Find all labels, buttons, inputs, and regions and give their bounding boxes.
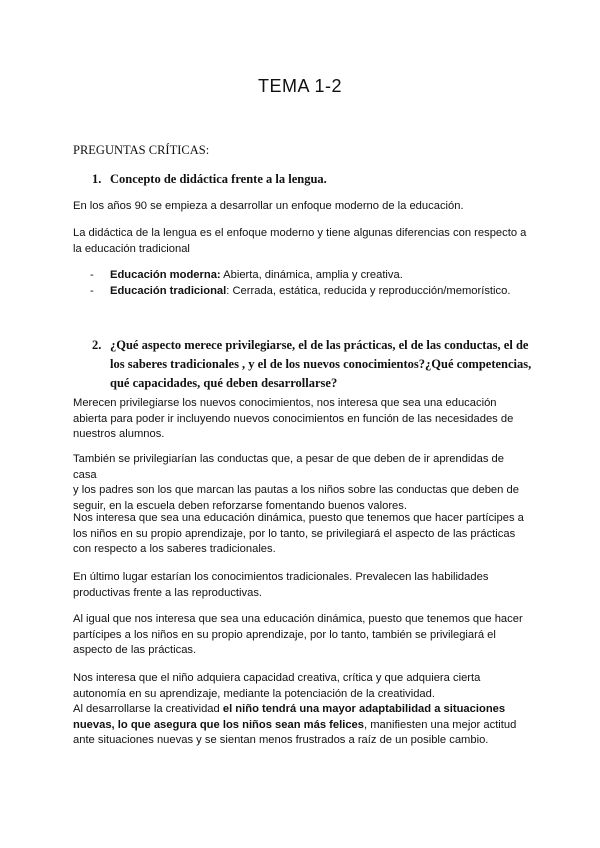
question-line: qué capacidades, qué deben desarrollarse? [110,376,338,390]
paragraph-line: productivas frente a las reproductivas. [73,586,263,599]
paragraph-line [73,718,528,734]
question-line: los saberes tradicionales , y el de los nuevos conocimientos?¿Qué competencias, [110,357,532,371]
paragraph-line: Nos interesa que sea una educación dinámica, puesto que tenemos que hacer partícipes a [73,512,524,524]
paragraph-line: seguir, en la escuela deben reforzarse fomentando buenos valores. [73,499,407,512]
question-line: ¿Qué aspecto merece privilegiarse, el de las prácticas, el de las conductas, el de [110,338,529,352]
paragraph-line: Merecen privilegiarse los nuevos conocimientos, nos interesa que sea una educación [73,397,497,409]
paragraph-4 [73,452,528,514]
paragraph-5 [73,511,528,558]
paragraph-line: abierta para poder ir incluyendo nuevos conocimientos en función de las necesidades de [73,412,514,425]
section-subtitle: PREGUNTAS CRÍTICAS: [73,143,210,157]
paragraph-line: nuestros alumnos. [73,428,165,440]
paragraph-line: con respecto a los saberes tradicionales. [73,543,276,555]
question-text: Concepto de didáctica frente a la lengua. [110,172,327,186]
question-number: 1. [92,172,102,186]
bullet-label: Educación moderna: [110,269,221,281]
paragraph-line: ante situaciones nuevas y se sientan menos frustrados a raíz de un posible cambio. [73,734,489,746]
text-span: Al desarrollarse la creatividad [73,703,223,715]
paragraph-6 [73,570,528,601]
bullet-text: Abierta, dinámica, amplia y creativa. [220,269,403,281]
bullet-dash: - [90,284,94,297]
paragraph-7 [73,612,528,659]
paragraph-line: la educación tradicional [73,242,190,255]
paragraph-line: La didáctica de la lengua es el enfoque moderno y tiene algunas diferencias con respecto a [73,227,527,239]
bullet-dash: - [90,269,94,281]
bold-span: el niño tendrá una mayor adaptabilidad a situaciones [222,703,506,715]
paragraph-line: En último lugar estarían los conocimientos tradicionales. Prevalecen las habilidades [73,571,489,583]
list-item [90,284,530,300]
bold-span: nuevas, lo que asegura que los niños sean más felices [73,718,364,731]
paragraph-line: Al igual que nos interesa que sea una educación dinámica, puesto que tenemos que hacer [73,613,523,625]
question-number: 2. [92,338,102,352]
paragraph-line [73,702,528,718]
paragraph-line: También se privilegiarían las conductas que, a pesar de que deben de ir aprendidas de casa [73,453,505,481]
list-item [90,268,530,284]
paragraph-line: autonomía en su aprendizaje, mediante la potenciación de la creatividad. [73,687,435,700]
bullet-text: : Cerrada, estática, reducida y reproducción/memorístico. [226,284,511,297]
paragraph-line: los niños en su propio aprendizaje, por lo tanto, se privilegiará el aspecto de las prácticas [73,527,516,540]
text-span: , manifiesten una mejor actitud [363,718,517,731]
question-text [110,336,531,393]
paragraph-1: En los años 90 se empieza a desarrollar un enfoque moderno de la educación. [73,200,464,212]
paragraph-line: partícipes a los niños en su propio aprendizaje, por lo tanto, también se privilegiará el [73,628,496,641]
paragraph-3 [73,396,528,443]
paragraph-2 [73,226,528,257]
bullet-list [90,268,530,299]
bullet-label: Educación tradicional [110,284,227,297]
paragraph-line: Nos interesa que el niño adquiera capacidad creativa, crítica y que adquiera cierta [73,672,481,684]
paragraph-line: aspecto de las prácticas. [73,644,197,656]
paragraph-8 [73,671,528,749]
paragraph-line: y los padres son los que marcan las pautas a los niños sobre las conductas que deben de [73,484,519,496]
page-title: TEMA 1-2 [257,76,343,96]
